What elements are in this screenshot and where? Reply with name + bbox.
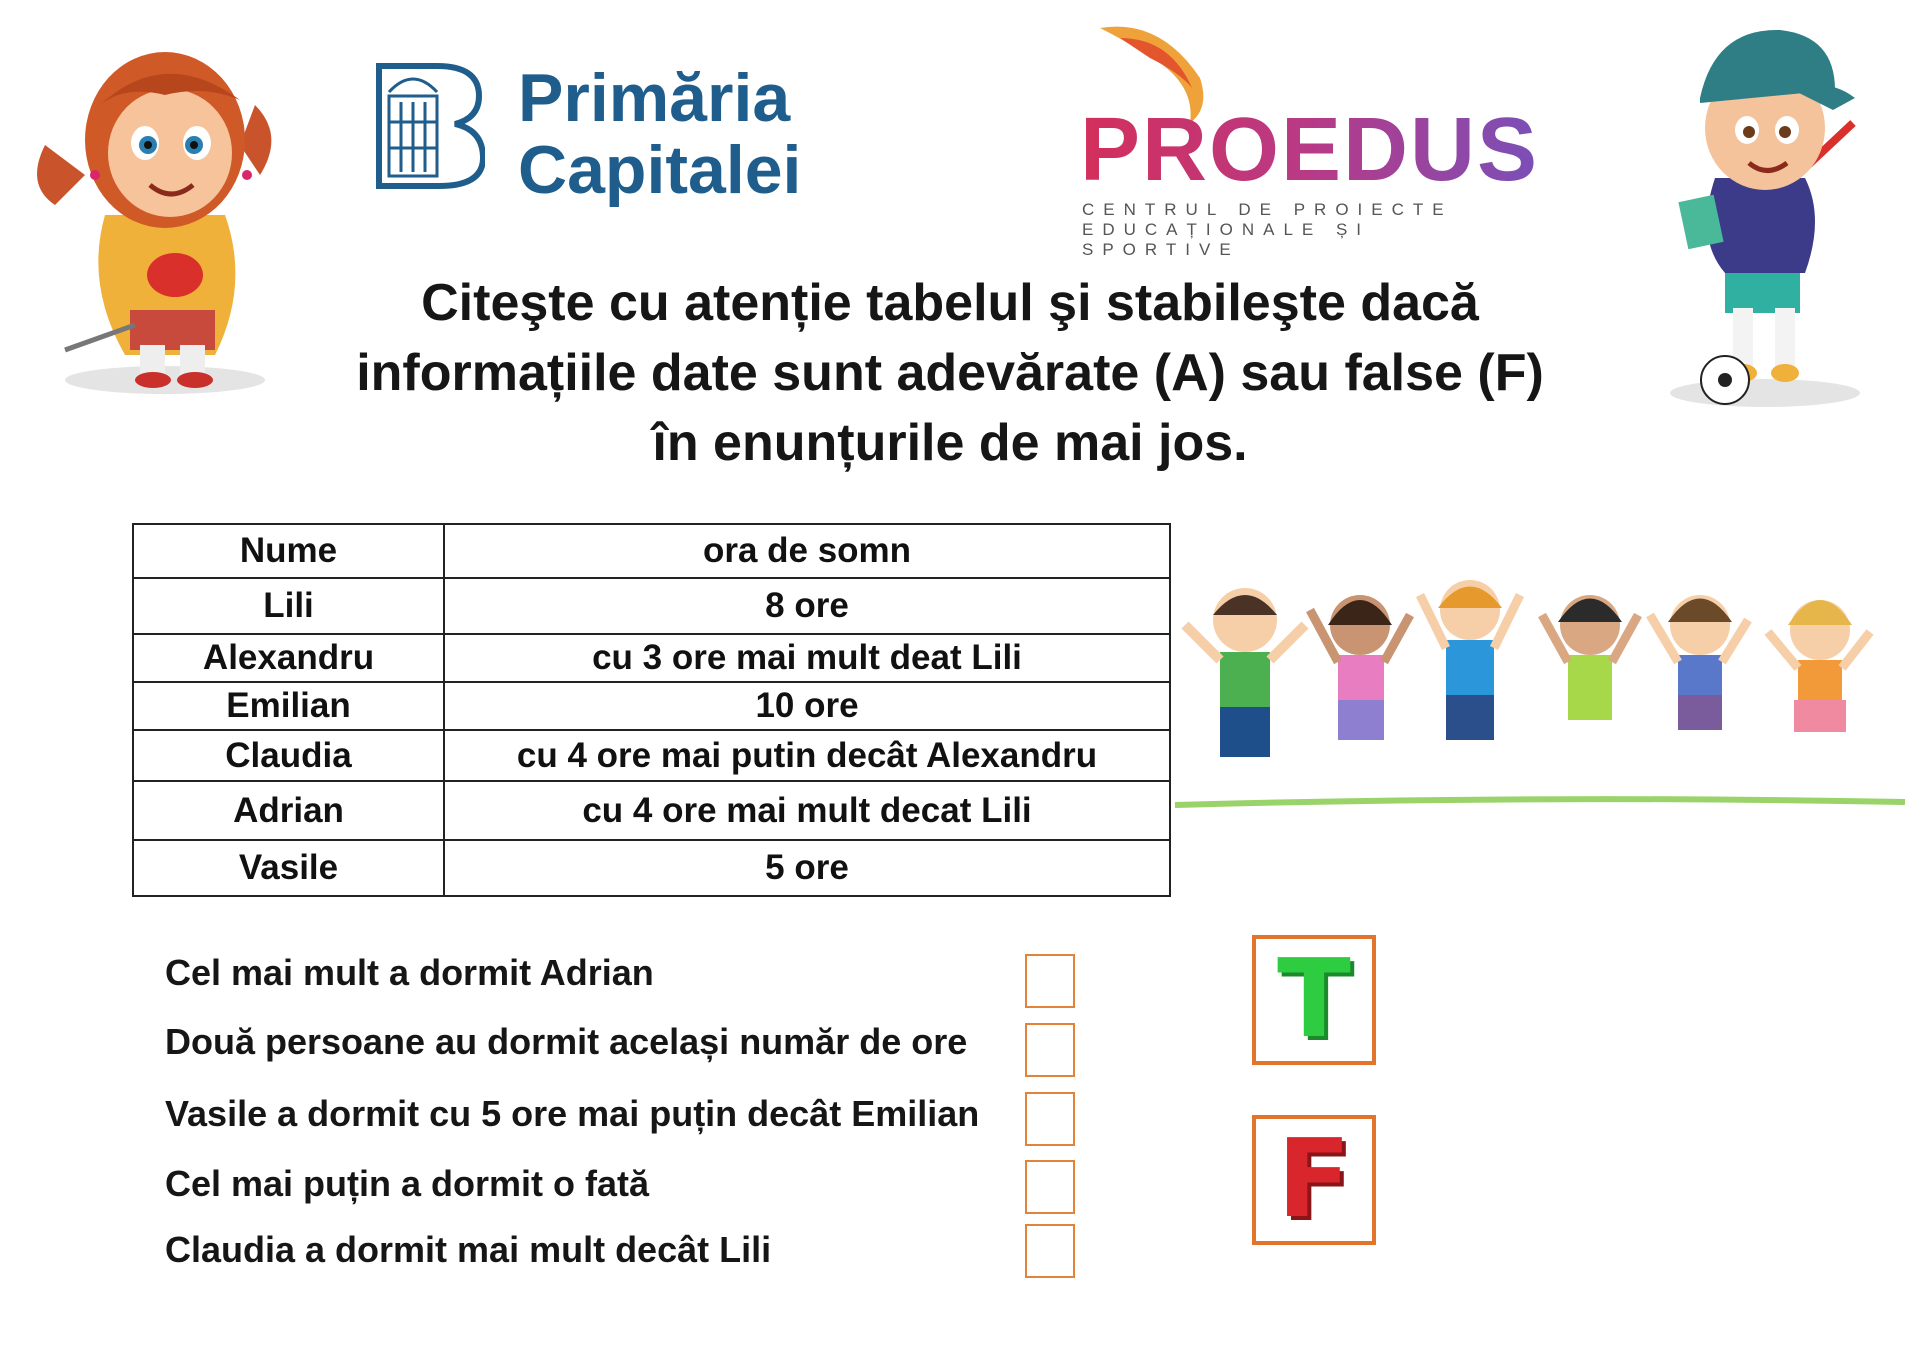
answer-box-5[interactable] bbox=[1025, 1224, 1075, 1278]
row-name: Claudia bbox=[133, 730, 444, 781]
proedus-name: PROEDUS bbox=[1080, 100, 1540, 200]
row-name: Lili bbox=[133, 578, 444, 634]
child-figure bbox=[1420, 580, 1520, 740]
answer-box-4[interactable] bbox=[1025, 1160, 1075, 1214]
sleep-hours-table bbox=[132, 523, 1171, 897]
row-hours: 5 ore bbox=[444, 840, 1170, 896]
table-header-row bbox=[133, 524, 1170, 578]
row-hours: cu 4 ore mai mult decat Lili bbox=[444, 781, 1170, 840]
statement-1: Cel mai mult a dormit Adrian bbox=[165, 952, 654, 993]
jumping-children-illustration bbox=[1170, 570, 1910, 825]
row-name: Emilian bbox=[133, 682, 444, 730]
row-hours: 10 ore bbox=[444, 682, 1170, 730]
table-row bbox=[133, 730, 1170, 781]
table-row bbox=[133, 634, 1170, 682]
proedus-logo bbox=[1080, 18, 1540, 259]
statement-5: Claudia a dormit mai mult decât Lili bbox=[165, 1229, 772, 1270]
answer-box-2[interactable] bbox=[1025, 1023, 1075, 1077]
header-sleep-hours: ora de somn bbox=[444, 524, 1170, 578]
primaria-capitalei-logo bbox=[375, 60, 835, 208]
primaria-line1: Primăria bbox=[518, 60, 791, 136]
proedus-sub2: EDUCAȚIONALE ȘI SPORTIVE bbox=[1082, 220, 1371, 259]
title-line2: informațiile date sunt adevărate (A) sau false (F) bbox=[356, 344, 1544, 402]
header-name: Nume bbox=[133, 524, 444, 578]
table-row bbox=[133, 578, 1170, 634]
statement-4: Cel mai puțin a dormit o fată bbox=[165, 1163, 650, 1204]
girl-illustration bbox=[25, 25, 285, 400]
answer-box-3[interactable] bbox=[1025, 1092, 1075, 1146]
table-row bbox=[133, 840, 1170, 896]
primaria-line2: Capitalei bbox=[518, 132, 802, 208]
row-hours: cu 4 ore mai putin decât Alexandru bbox=[444, 730, 1170, 781]
boy-illustration bbox=[1655, 18, 1870, 413]
true-letter: T bbox=[1277, 937, 1351, 1062]
row-hours: cu 3 ore mai mult deat Lili bbox=[444, 634, 1170, 682]
true-option-tile[interactable] bbox=[1252, 935, 1376, 1065]
row-name: Alexandru bbox=[133, 634, 444, 682]
row-name: Vasile bbox=[133, 840, 444, 896]
false-option-tile[interactable] bbox=[1252, 1115, 1376, 1245]
row-hours: 8 ore bbox=[444, 578, 1170, 634]
title-line1: Citeşte cu atenție tabelul şi stabileşte dacă bbox=[421, 274, 1479, 332]
instructions-title bbox=[260, 268, 1640, 478]
proedus-sub1: CENTRUL DE PROIECTE bbox=[1082, 200, 1453, 219]
title-line3: în enunțurile de mai jos. bbox=[652, 414, 1248, 472]
child-figure bbox=[1185, 588, 1305, 757]
statement-2: Două persoane au dormit același număr de ore bbox=[165, 1021, 968, 1062]
child-figure bbox=[1542, 595, 1638, 720]
row-name: Adrian bbox=[133, 781, 444, 840]
answer-box-1[interactable] bbox=[1025, 954, 1075, 1008]
child-figure bbox=[1768, 600, 1870, 732]
primaria-emblem-icon bbox=[375, 62, 485, 190]
table-row bbox=[133, 781, 1170, 840]
child-figure bbox=[1310, 595, 1410, 740]
statement-3: Vasile a dormit cu 5 ore mai puțin decât Emilian bbox=[165, 1093, 980, 1134]
table-row bbox=[133, 682, 1170, 730]
child-figure bbox=[1650, 595, 1748, 730]
false-letter: F bbox=[1277, 1117, 1351, 1242]
